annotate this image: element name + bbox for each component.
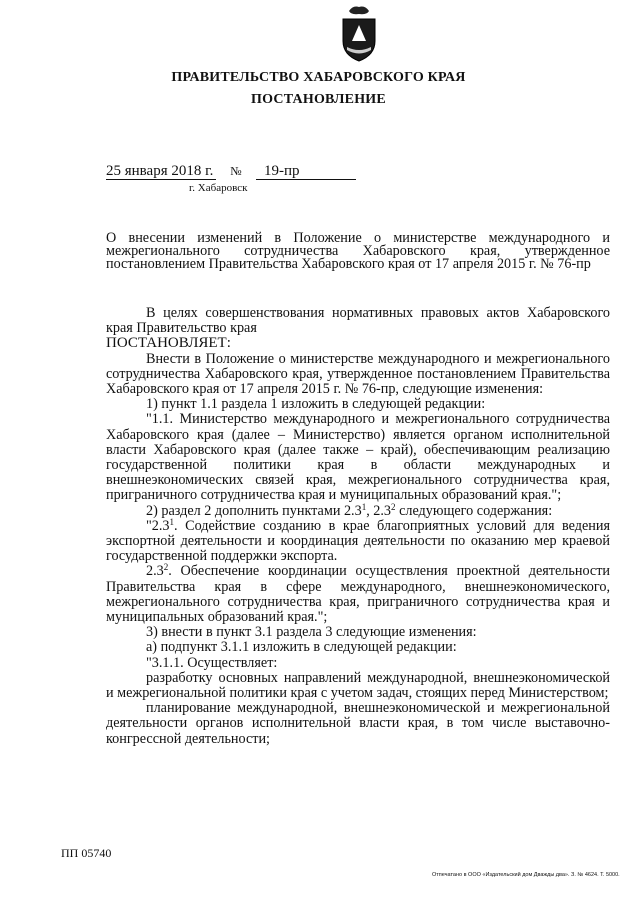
resolves-heading: ПОСТАНОВЛЯЕТ: xyxy=(106,335,231,352)
document-date: 25 января 2018 г. xyxy=(106,164,216,180)
paragraph xyxy=(106,564,610,625)
number-sign: № xyxy=(230,164,242,178)
paragraph: разработку основных направлений международной, внешнеэкономической и межрегиональной политики края с учетом задач, стоящих перед Министерством; xyxy=(106,669,610,702)
superscript: 1 xyxy=(169,516,175,527)
paragraph: 1) пункт 1.1 раздела 1 изложить в следующей редакции: xyxy=(146,396,486,413)
text: , 2.3 xyxy=(366,502,392,519)
paragraph: "1.1. Министерство международного и межрегионального сотрудничества Хабаровского края (далее – Министерство) является органом исполнительной власти Хабаровского края (далее также – край), обеспечивающим реализацию государственной политики края в области международных и внешнеэкономических связей края, межрегионального сотрудничества края, приграничного сотрудничества края и муниципальных образований края."; xyxy=(106,411,610,504)
text: . Обеспечение координации осуществления проектной деятельности Правительства края в сфере международного, внешнеэкономического, межрегионального сотрудничества края, приграничного сотрудничества края и муниципальных образований края."; xyxy=(106,563,610,626)
paragraph: а) подпункт 3.1.1 изложить в следующей редакции: xyxy=(146,639,457,656)
intro-paragraph: В целях совершенствования нормативных правовых актов Хабаровского края Правительство края xyxy=(106,305,610,337)
paragraph: 3) внести в пункт 3.1 раздела 3 следующие изменения: xyxy=(146,624,477,641)
document-body xyxy=(106,306,610,747)
text: 2.3 xyxy=(146,563,164,580)
paragraph: планирование международной, внешнеэкономической и межрегиональной деятельности органов исполнительной власти края, в том числе выставочно-конгрессной деятельности; xyxy=(106,700,610,747)
paragraph xyxy=(106,501,610,519)
city: г. Хабаровск xyxy=(189,182,248,194)
coat-of-arms-emblem xyxy=(339,5,379,63)
document-type: ПОСТАНОВЛЕНИЕ xyxy=(251,92,386,107)
superscript: 2 xyxy=(391,501,396,512)
document-code: ПП 05740 xyxy=(61,846,112,860)
paragraph xyxy=(106,516,610,565)
text: . Содействие созданию в крае благоприятных условий для ведения экспортной деятельности и координация деятельности по оказанию мер краевой государственной поддержки экспорта. xyxy=(106,517,610,565)
superscript: 1 xyxy=(361,501,367,512)
superscript: 2 xyxy=(163,562,169,573)
government-name: ПРАВИТЕЛЬСТВО ХАБАРОВСКОГО КРАЯ xyxy=(171,70,466,85)
text: 2) раздел 2 дополнить пунктами 2.3 xyxy=(146,502,362,519)
document-number: 19-пр xyxy=(256,164,356,180)
text: "2.3 xyxy=(146,517,170,534)
text: следующего содержания: xyxy=(395,502,553,519)
paragraph: "3.1.1. Осуществляет: xyxy=(146,654,278,671)
print-imprint: Отпечатано в ООО «Издательский дом Дважды два». З. № 4624. Т. 5000. xyxy=(432,872,620,878)
document-title: О внесении изменений в Положение о министерстве международного и межрегионального сотрудничества Хабаровского края, утвержденное постановлением Правительства Хабаровского края от 17 апреля 2015 г. № 76-пр xyxy=(106,230,610,272)
paragraph: Внести в Положение о министерстве международного и межрегионального сотрудничества Хабаровского края, утвержденное постановлением Правительства Хабаровского края от 17 апреля 2015 г. № 76-пр, следующие изменения: xyxy=(106,350,610,398)
date-number-line xyxy=(106,163,356,180)
